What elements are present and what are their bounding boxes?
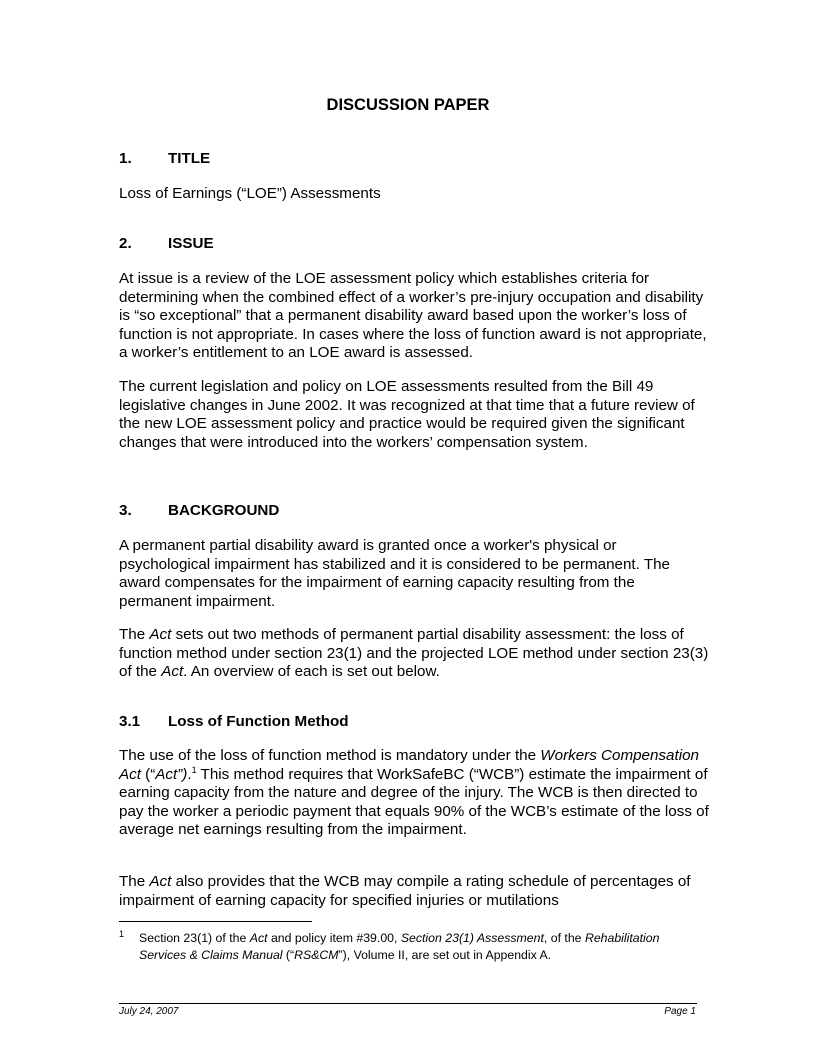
- section-number: 3.1: [119, 713, 141, 730]
- section-title: BACKGROUND: [168, 502, 280, 519]
- section-3-paragraph-2: The Act sets out two methods of permanent partial disability assessment: the loss of function method under section 23(1) and the projected LOE method under section 23(3) of the Act. An overview of each is set out below.: [119, 626, 709, 680]
- section-3-paragraph-1: A permanent partial disability award is granted once a worker's physical or psychological impairment has stabilized and it is considered to be permanent. The award compensates for the impairment of earning capacity resulting from the permanent impairment.: [119, 537, 670, 610]
- footnote-reference: 1: [191, 764, 197, 775]
- section-number: 3.: [119, 502, 132, 519]
- footer-divider: [119, 1003, 697, 1004]
- footer-page-number: Page 1: [664, 1006, 696, 1017]
- section-number: 1.: [119, 150, 132, 167]
- footnote-divider: [119, 921, 312, 922]
- footnote-text: Section 23(1) of the Act and policy item #39.00, Section 23(1) Assessment, of the Rehabilitation Services & Claims Manual (“RS&CM”), Volume II, are set out in Appendix A.: [139, 931, 660, 962]
- section-1-heading: [119, 150, 210, 167]
- section-3-1-paragraph-1: The use of the loss of function method is mandatory under the Workers Compensation Act (“Act”).$^1$ This method requires that WorkSafeBC (“WCB”) estimate the impairment of earning capacity from the nature and degree of the injury. The WCB is then directed to pay the worker a periodic payment that equals 90% of the WCB’s estimate of the loss of average net earnings resulting from the impairment.: [119, 747, 709, 838]
- section-number: 2.: [119, 235, 132, 252]
- footnote-mark: 1: [119, 929, 125, 939]
- page-title: DISCUSSION PAPER: [326, 96, 490, 114]
- section-title: ISSUE: [168, 235, 214, 252]
- section-3-1-heading: [119, 713, 349, 730]
- section-3-heading: [119, 502, 279, 519]
- section-1-text: Loss of Earnings (“LOE”) Assessments: [119, 185, 381, 202]
- section-2-paragraph-1: At issue is a review of the LOE assessment policy which establishes criteria for determining when the combined effect of a worker’s pre-injury occupation and disability is “so exceptional” that a permanent disability award based upon the worker’s loss of function is not appropriate. In cases where the loss of function award is not appropriate, a worker’s entitlement to an LOE award is assessed.: [119, 270, 707, 361]
- section-title: Loss of Function Method: [168, 713, 349, 730]
- section-2-heading: [119, 235, 214, 252]
- section-title: TITLE: [168, 150, 211, 167]
- section-3-1-paragraph-2: The Act also provides that the WCB may compile a rating schedule of percentages of impairment of earning capacity for specified injuries or mutilations: [119, 873, 691, 909]
- footer-date: July 24, 2007: [119, 1006, 179, 1017]
- section-2-paragraph-2: The current legislation and policy on LOE assessments resulted from the Bill 49 legislative changes in June 2002. It was recognized at that time that a future review of the new LOE assessment policy and practice would be required given the significant changes that were introduced into the workers’ compensation system.: [119, 378, 695, 451]
